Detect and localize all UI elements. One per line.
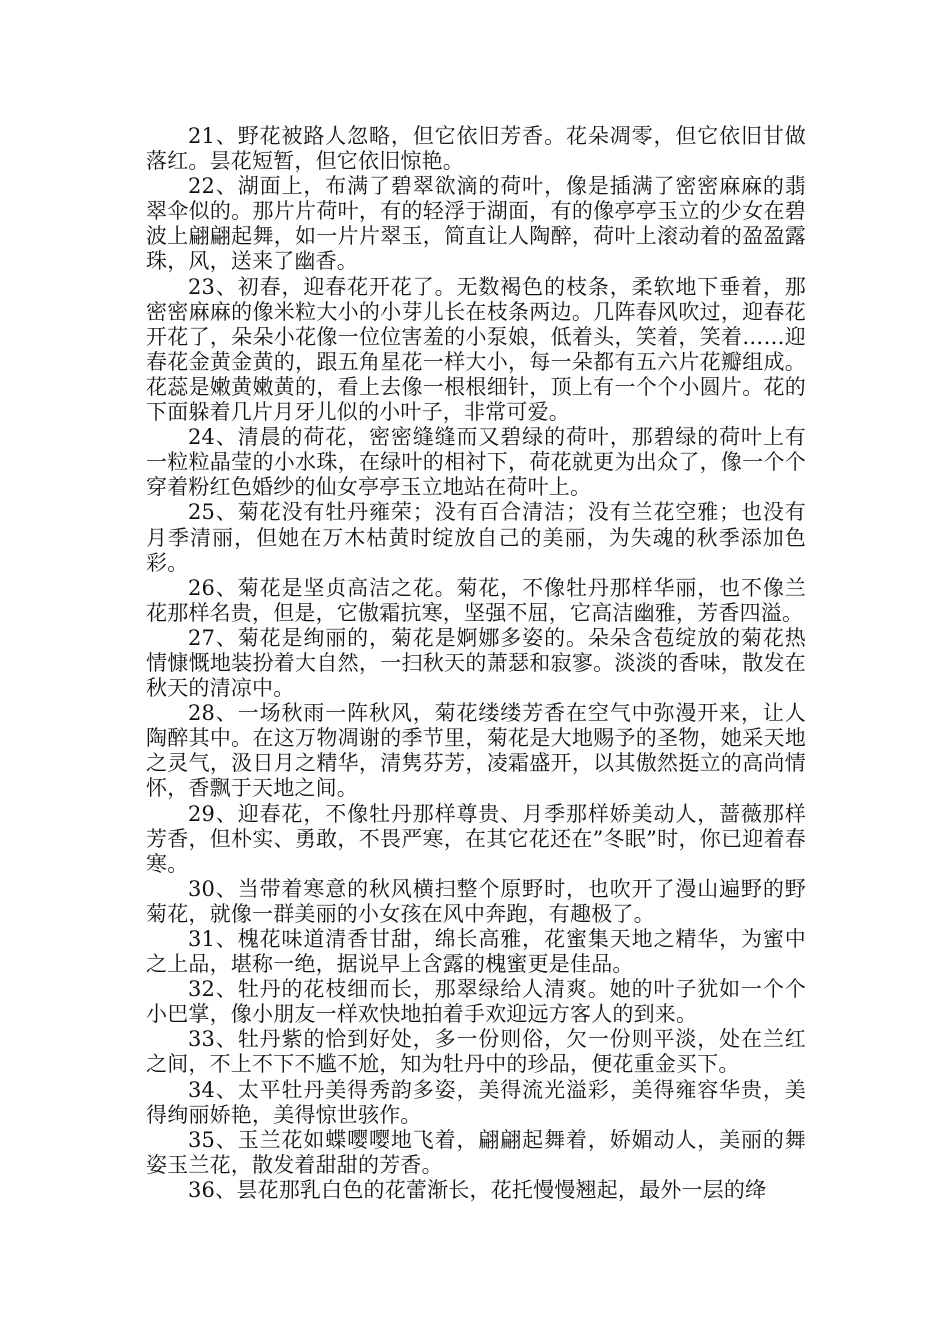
paragraph-21: 21、野花被路人忽略，但它依旧芳香。花朵凋零，但它依旧甘做落红。昙花短暂，但它依旧惊艳。: [146, 124, 806, 174]
paragraph-25: 25、菊花没有牡丹雍荣；没有百合清洁；没有兰花空雅；也没有月季清丽，但她在万木枯黄时绽放自己的美丽，为失魂的秋季添加色彩。: [146, 500, 806, 575]
paragraph-34: 34、太平牡丹美得秀韵多姿，美得流光溢彩，美得雍容华贵，美得绚丽娇艳，美得惊世骇作。: [146, 1077, 806, 1127]
paragraph-31: 31、槐花味道清香甘甜，绵长高雅，花蜜集天地之精华，为蜜中之上品，堪称一绝，据说早上含露的槐蜜更是佳品。: [146, 927, 806, 977]
paragraph-36: 36、昙花那乳白色的花蕾渐长，花托慢慢翘起，最外一层的绛: [188, 1177, 767, 1202]
paragraph-26: 26、菊花是坚贞高洁之花。菊花，不像牡丹那样华丽，也不像兰花那样名贵，但是，它傲霜抗寒，坚强不屈，它高洁幽雅，芳香四溢。: [146, 575, 806, 625]
paragraph-35: 35、玉兰花如蝶嘤嘤地飞着，翩翩起舞着，娇媚动人，美丽的舞姿玉兰花，散发着甜甜的芳香。: [146, 1127, 806, 1177]
paragraph-33: 33、牡丹紫的恰到好处，多一份则俗，欠一份则平淡，处在兰红之间，不上不下不尴不尬，知为牡丹中的珍品，便花重金买下。: [146, 1027, 806, 1077]
paragraph-22: 22、湖面上，布满了碧翠欲滴的荷叶，像是插满了密密麻麻的翡翠伞似的。那片片荷叶，有的轻浮于湖面，有的像亭亭玉立的少女在碧波上翩翩起舞，如一片片翠玉，简直让人陶醉，荷叶上滚动着的盈盈露珠，风，送来了幽香。: [146, 174, 806, 274]
paragraph-24: 24、清晨的荷花，密密缝缝而又碧绿的荷叶，那碧绿的荷叶上有一粒粒晶莹的小水珠，在绿叶的相衬下，荷花就更为出众了，像一个个穿着粉红色婚纱的仙女亭亭玉立地站在荷叶上。: [146, 425, 806, 500]
document-body: [146, 124, 806, 1203]
paragraph-32: 32、牡丹的花枝细而长，那翠绿给人清爽。她的叶子犹如一个个小巴掌，像小朋友一样欢快地拍着手欢迎远方客人的到来。: [146, 977, 806, 1027]
paragraph-27: 27、菊花是绚丽的，菊花是婀娜多姿的。朵朵含苞绽放的菊花热情慷慨地装扮着大自然，一扫秋天的萧瑟和寂寥。淡淡的香味，散发在秋天的清凉中。: [146, 625, 806, 701]
paragraph-28: 28、一场秋雨一阵秋风，菊花缕缕芳香在空气中弥漫开来，让人陶醉其中。在这万物凋谢的季节里，菊花是大地赐予的圣物，她采天地之灵气，汲日月之精华，清隽芬芳，凌霜盛开，以其傲然挺立的高尚情怀，香飘于天地之间。: [146, 701, 806, 801]
paragraph-30: 30、当带着寒意的秋风横扫整个原野时，也吹开了漫山遍野的野菊花，就像一群美丽的小女孩在风中奔跑，有趣极了。: [146, 876, 806, 926]
paragraph-23: 23、初春，迎春花开花了。无数褐色的枝条，柔软地下垂着，那密密麻麻的像米粒大小的小芽儿长在枝条两边。几阵春风吹过，迎春花开花了，朵朵小花像一位位害羞的小泵娘，低着头，笑着，笑着……迎春花金黄金黄的，跟五角星花一样大小，每一朵都有五六片花瓣组成。花蕊是嫩黄嫩黄的，看上去像一根根细针，顶上有一个个小圆片。花的下面躲着几片月牙儿似的小叶子，非常可爱。: [146, 274, 806, 425]
paragraph-29: 29、迎春花，不像牡丹那样尊贵、月季那样娇美动人，蔷薇那样芳香，但朴实、勇敢，不畏严寒，在其它花还在”冬眠”时，你已迎着春寒。: [146, 801, 806, 876]
